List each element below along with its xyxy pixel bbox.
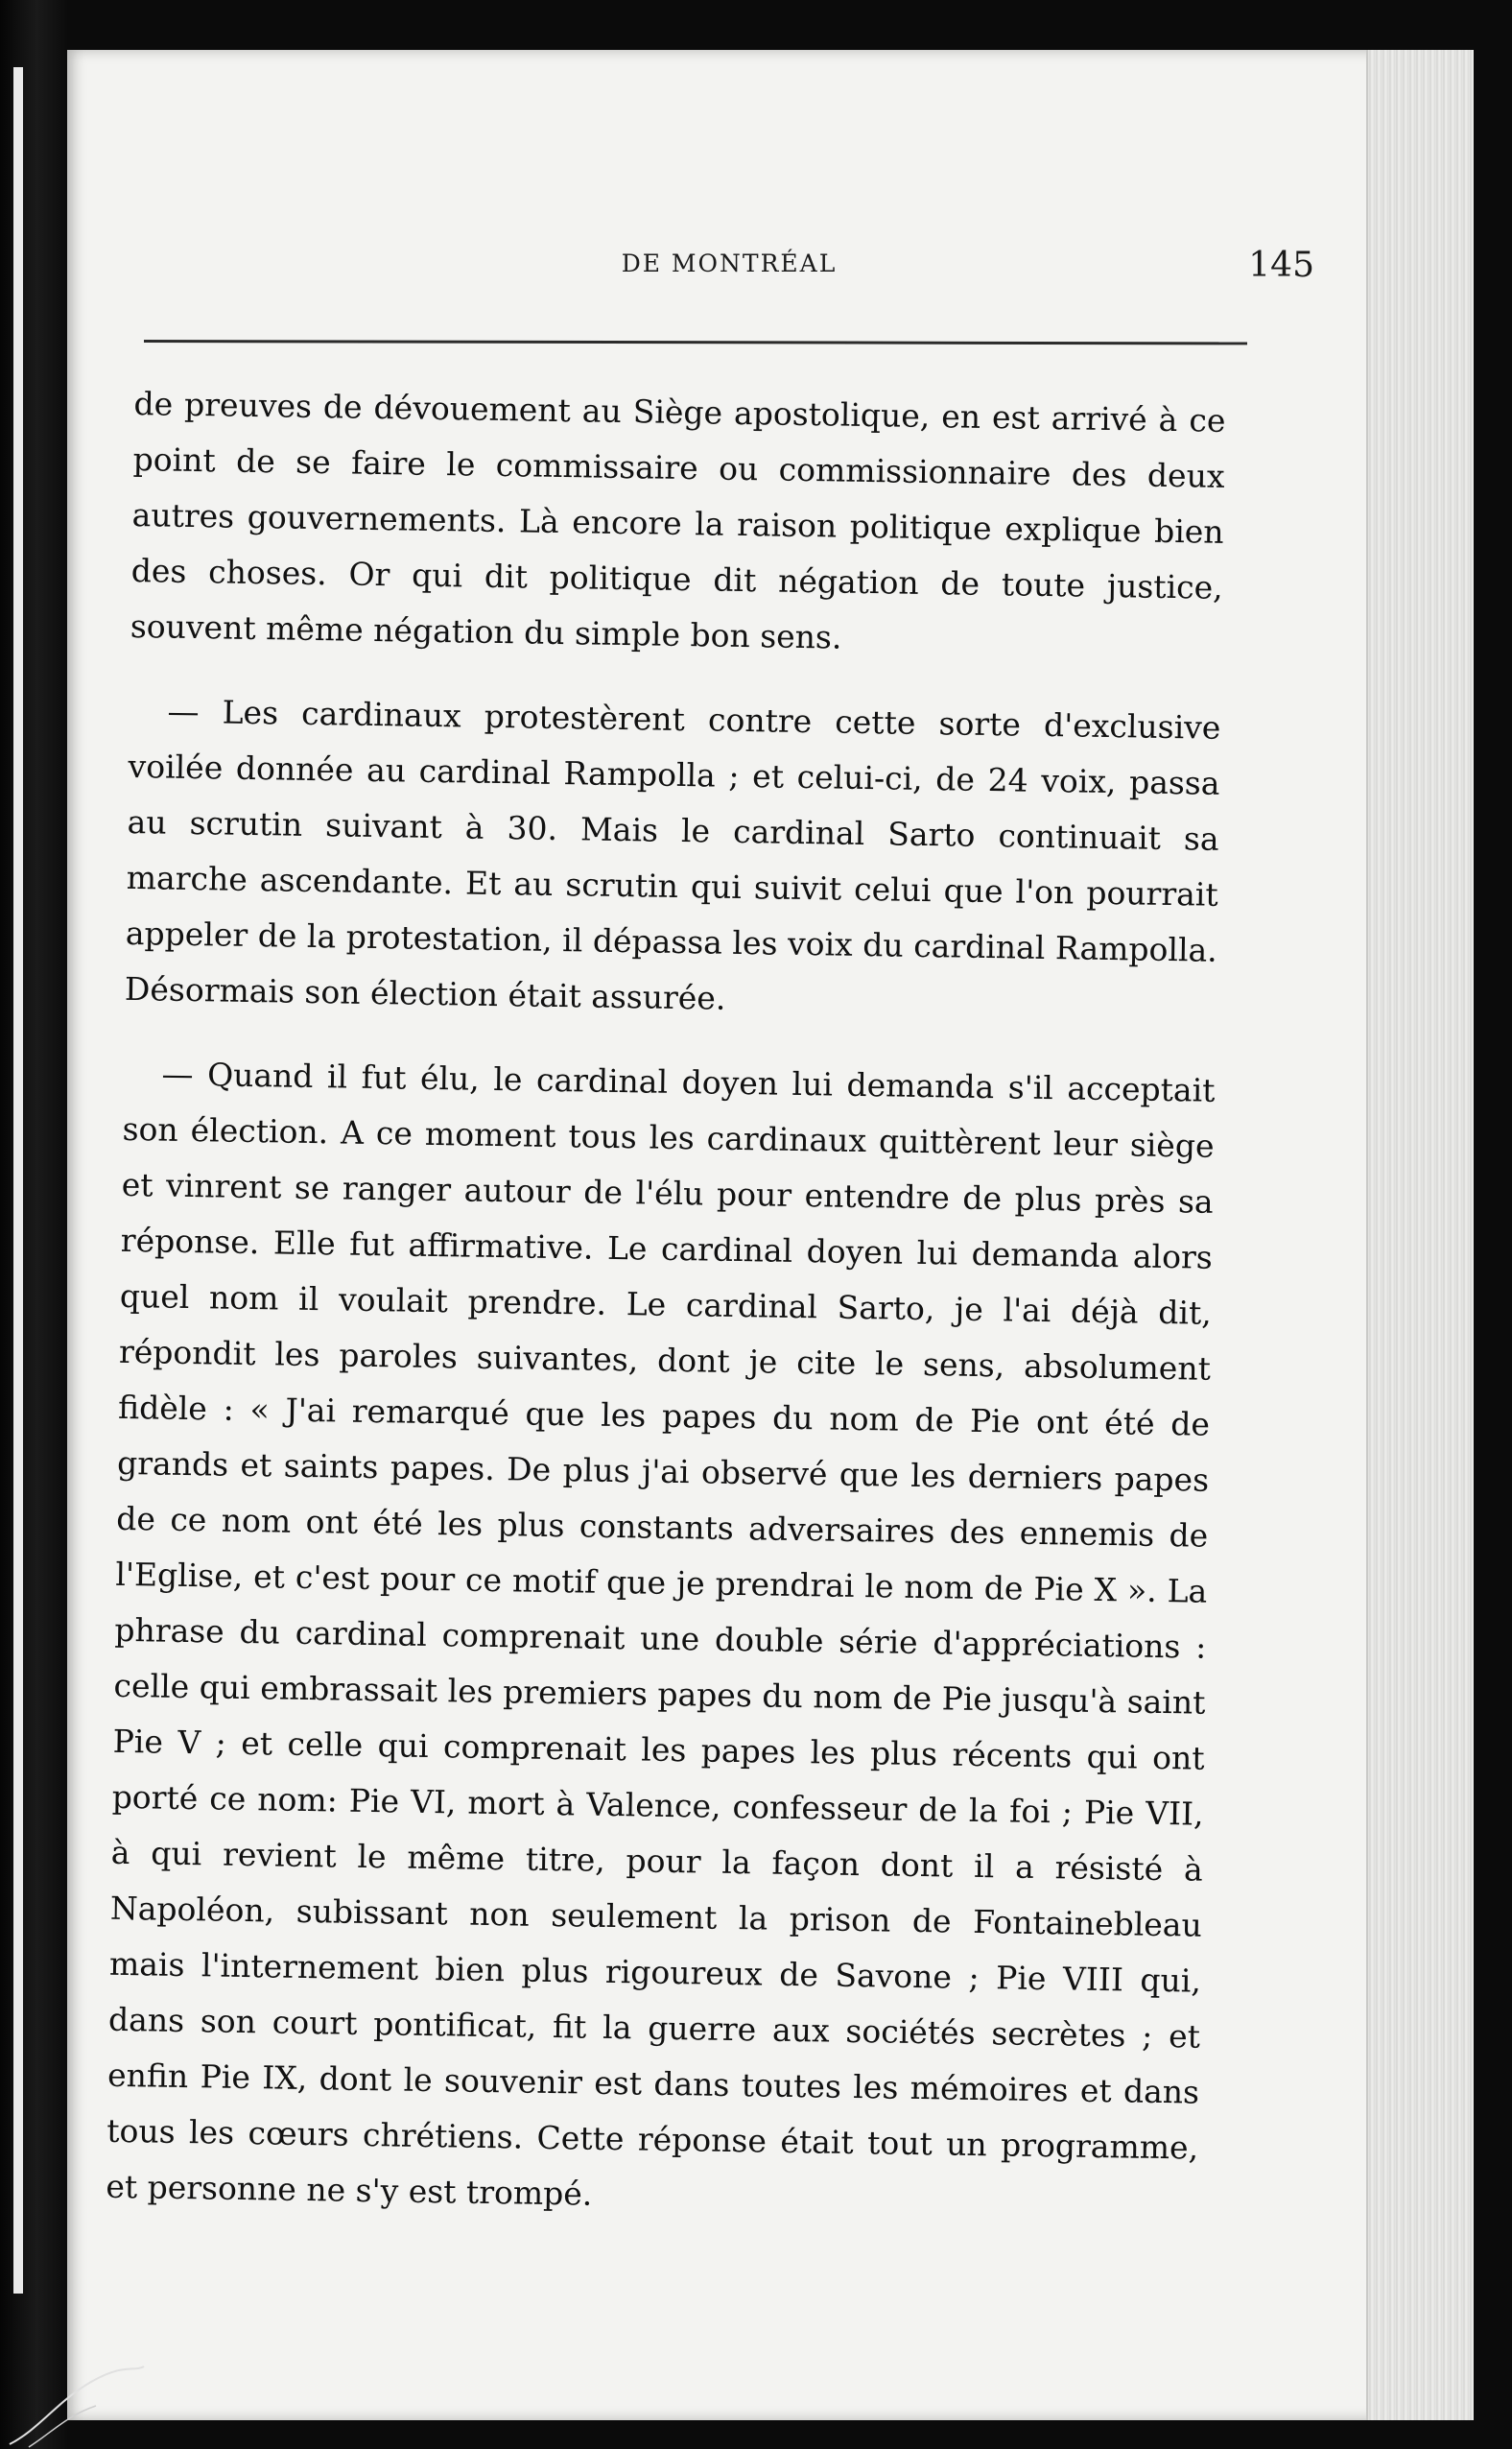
- page-stack-edge: [1366, 50, 1474, 2420]
- header-rule: [144, 340, 1247, 345]
- page-header: [144, 242, 1314, 299]
- paragraph-1: de preuves de dévouement au Siège apostolique, en est arrivé à ce point de se faire le commissaire ou commissionnaire des deux autres gouvernements. Là encore la raison politique explique bien des choses. Or qui dit politique dit négation de toute justice, souvent même négation du simple bon sens.: [130, 384, 1226, 656]
- paragraph-3: — Quand il fut élu, le cardinal doyen lui demanda s'il acceptait son élection. A ce moment tous les cardinaux quittèrent leur siège et vinrent se ranger autour de l'élu pour entendre de plus près sa réponse. Elle fut affirmative. Le cardinal doyen lui demanda alors quel nom il voulait prendre. Le cardinal Sarto, je l'ai déjà dit, répondit les paroles suivantes, dont je cite le sens, absolument fidèle : « J'ai remarqué que les papes du nom de Pie ont été de grands et saints papes. De plus j'ai observé que les derniers papes de ce nom ont été les plus constants adversaires des ennemis de l'Eglise, et c'est pour ce motif que je prendrai le nom de Pie X ». La phrase du cardinal comprenait une double série d'appréciations : celle qui embrassait les premiers papes du nom de Pie jusqu'à saint Pie V ; et celle qui comprenait les papes les plus récents qui ont porté ce nom: Pie VI, mort à Valence, confesseur de la foi ; Pie VII, à qui revient le même titre, pour la façon dont il a résisté à Napoléon, subissant non seulement la prison de Fontainebleau mais l'internement bien plus rigoureux de Savone ; Pie VIII qui, dans son court pontificat, fit la guerre aux sociétés secrètes ; et enfin Pie IX, dont le souvenir est dans toutes les mémoires et dans tous les cœurs chrétiens. Cette réponse était tout un programme, et personne ne s'y est trompé.: [106, 1055, 1216, 2213]
- running-head: DE MONTRÉAL: [621, 250, 838, 277]
- page-number: 145: [1248, 246, 1314, 285]
- book-binding: [0, 0, 67, 2449]
- previous-page-edge: [13, 67, 23, 2294]
- paragraph-2: — Les cardinaux protestèrent contre cette sorte d'exclusive voilée donnée au cardinal Rampolla ; et celui-ci, de 24 voix, passa au scrutin suivant à 30. Mais le cardinal Sarto continuait sa marche ascendante. Et au scrutin qui suivit celui que l'on pourrait appeler de la protestation, il dépassa les voix du cardinal Rampolla. Désormais son élection était assurée.: [124, 692, 1221, 1017]
- scratch-mark: [0, 2363, 154, 2449]
- body-text: [105, 376, 1225, 2261]
- book-page: [67, 50, 1474, 2420]
